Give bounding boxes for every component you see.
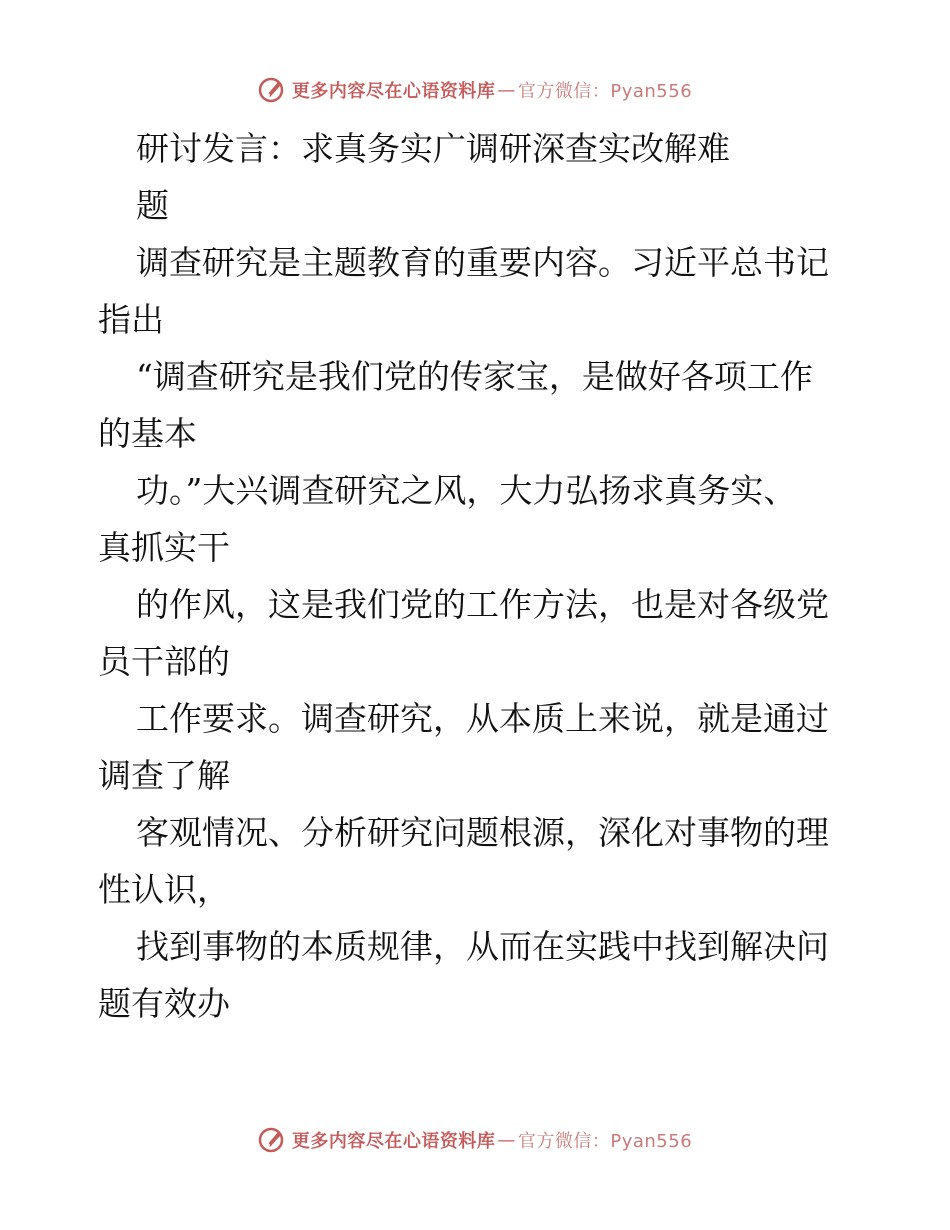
document-title-line-1: 研讨发言：求真务实广调研深查实改解难 xyxy=(136,129,730,168)
body-line: 工作要求。调查研究，从本质上来说，就是通过 xyxy=(136,699,829,738)
body-line: 性认识， xyxy=(98,870,230,909)
watermark-wechat-text: 官方微信：Pyan556 xyxy=(517,1131,693,1152)
body-line: 题有效办 xyxy=(98,984,230,1023)
body-line: 客观情况、分析研究问题根源，深化对事物的理 xyxy=(136,813,829,852)
footer-watermark xyxy=(0,1120,950,1160)
body-line: 功。”大兴调查研究之风，大力弘扬求真务实、 xyxy=(136,471,797,510)
body-line: “调查研究是我们党的传家宝，是做好各项工作 xyxy=(136,357,813,396)
watermark-site-text: 更多内容尽在心语资料库 xyxy=(291,81,496,102)
body-line: 调查研究是主题教育的重要内容。习近平总书记 xyxy=(136,243,829,282)
watermark-wechat-text: 官方微信：Pyan556 xyxy=(517,81,693,102)
body-line: 调查了解 xyxy=(98,756,230,795)
body-line: 指出 xyxy=(98,300,164,339)
watermark-dash: — xyxy=(497,79,516,101)
body-line: 的基本 xyxy=(98,414,197,453)
watermark-dash: — xyxy=(497,1129,516,1151)
document-body xyxy=(98,120,858,1032)
header-watermark xyxy=(0,70,950,110)
pen-logo-icon xyxy=(258,1126,286,1154)
pen-logo-icon xyxy=(258,76,286,104)
body-line: 的作风，这是我们党的工作方法，也是对各级党 xyxy=(136,585,829,624)
body-line: 员干部的 xyxy=(98,642,230,681)
body-line: 真抓实干 xyxy=(98,528,230,567)
body-line: 找到事物的本质规律，从而在实践中找到解决问 xyxy=(136,927,829,966)
watermark-site-text: 更多内容尽在心语资料库 xyxy=(291,1131,496,1152)
document-title-line-2: 题 xyxy=(136,186,169,225)
